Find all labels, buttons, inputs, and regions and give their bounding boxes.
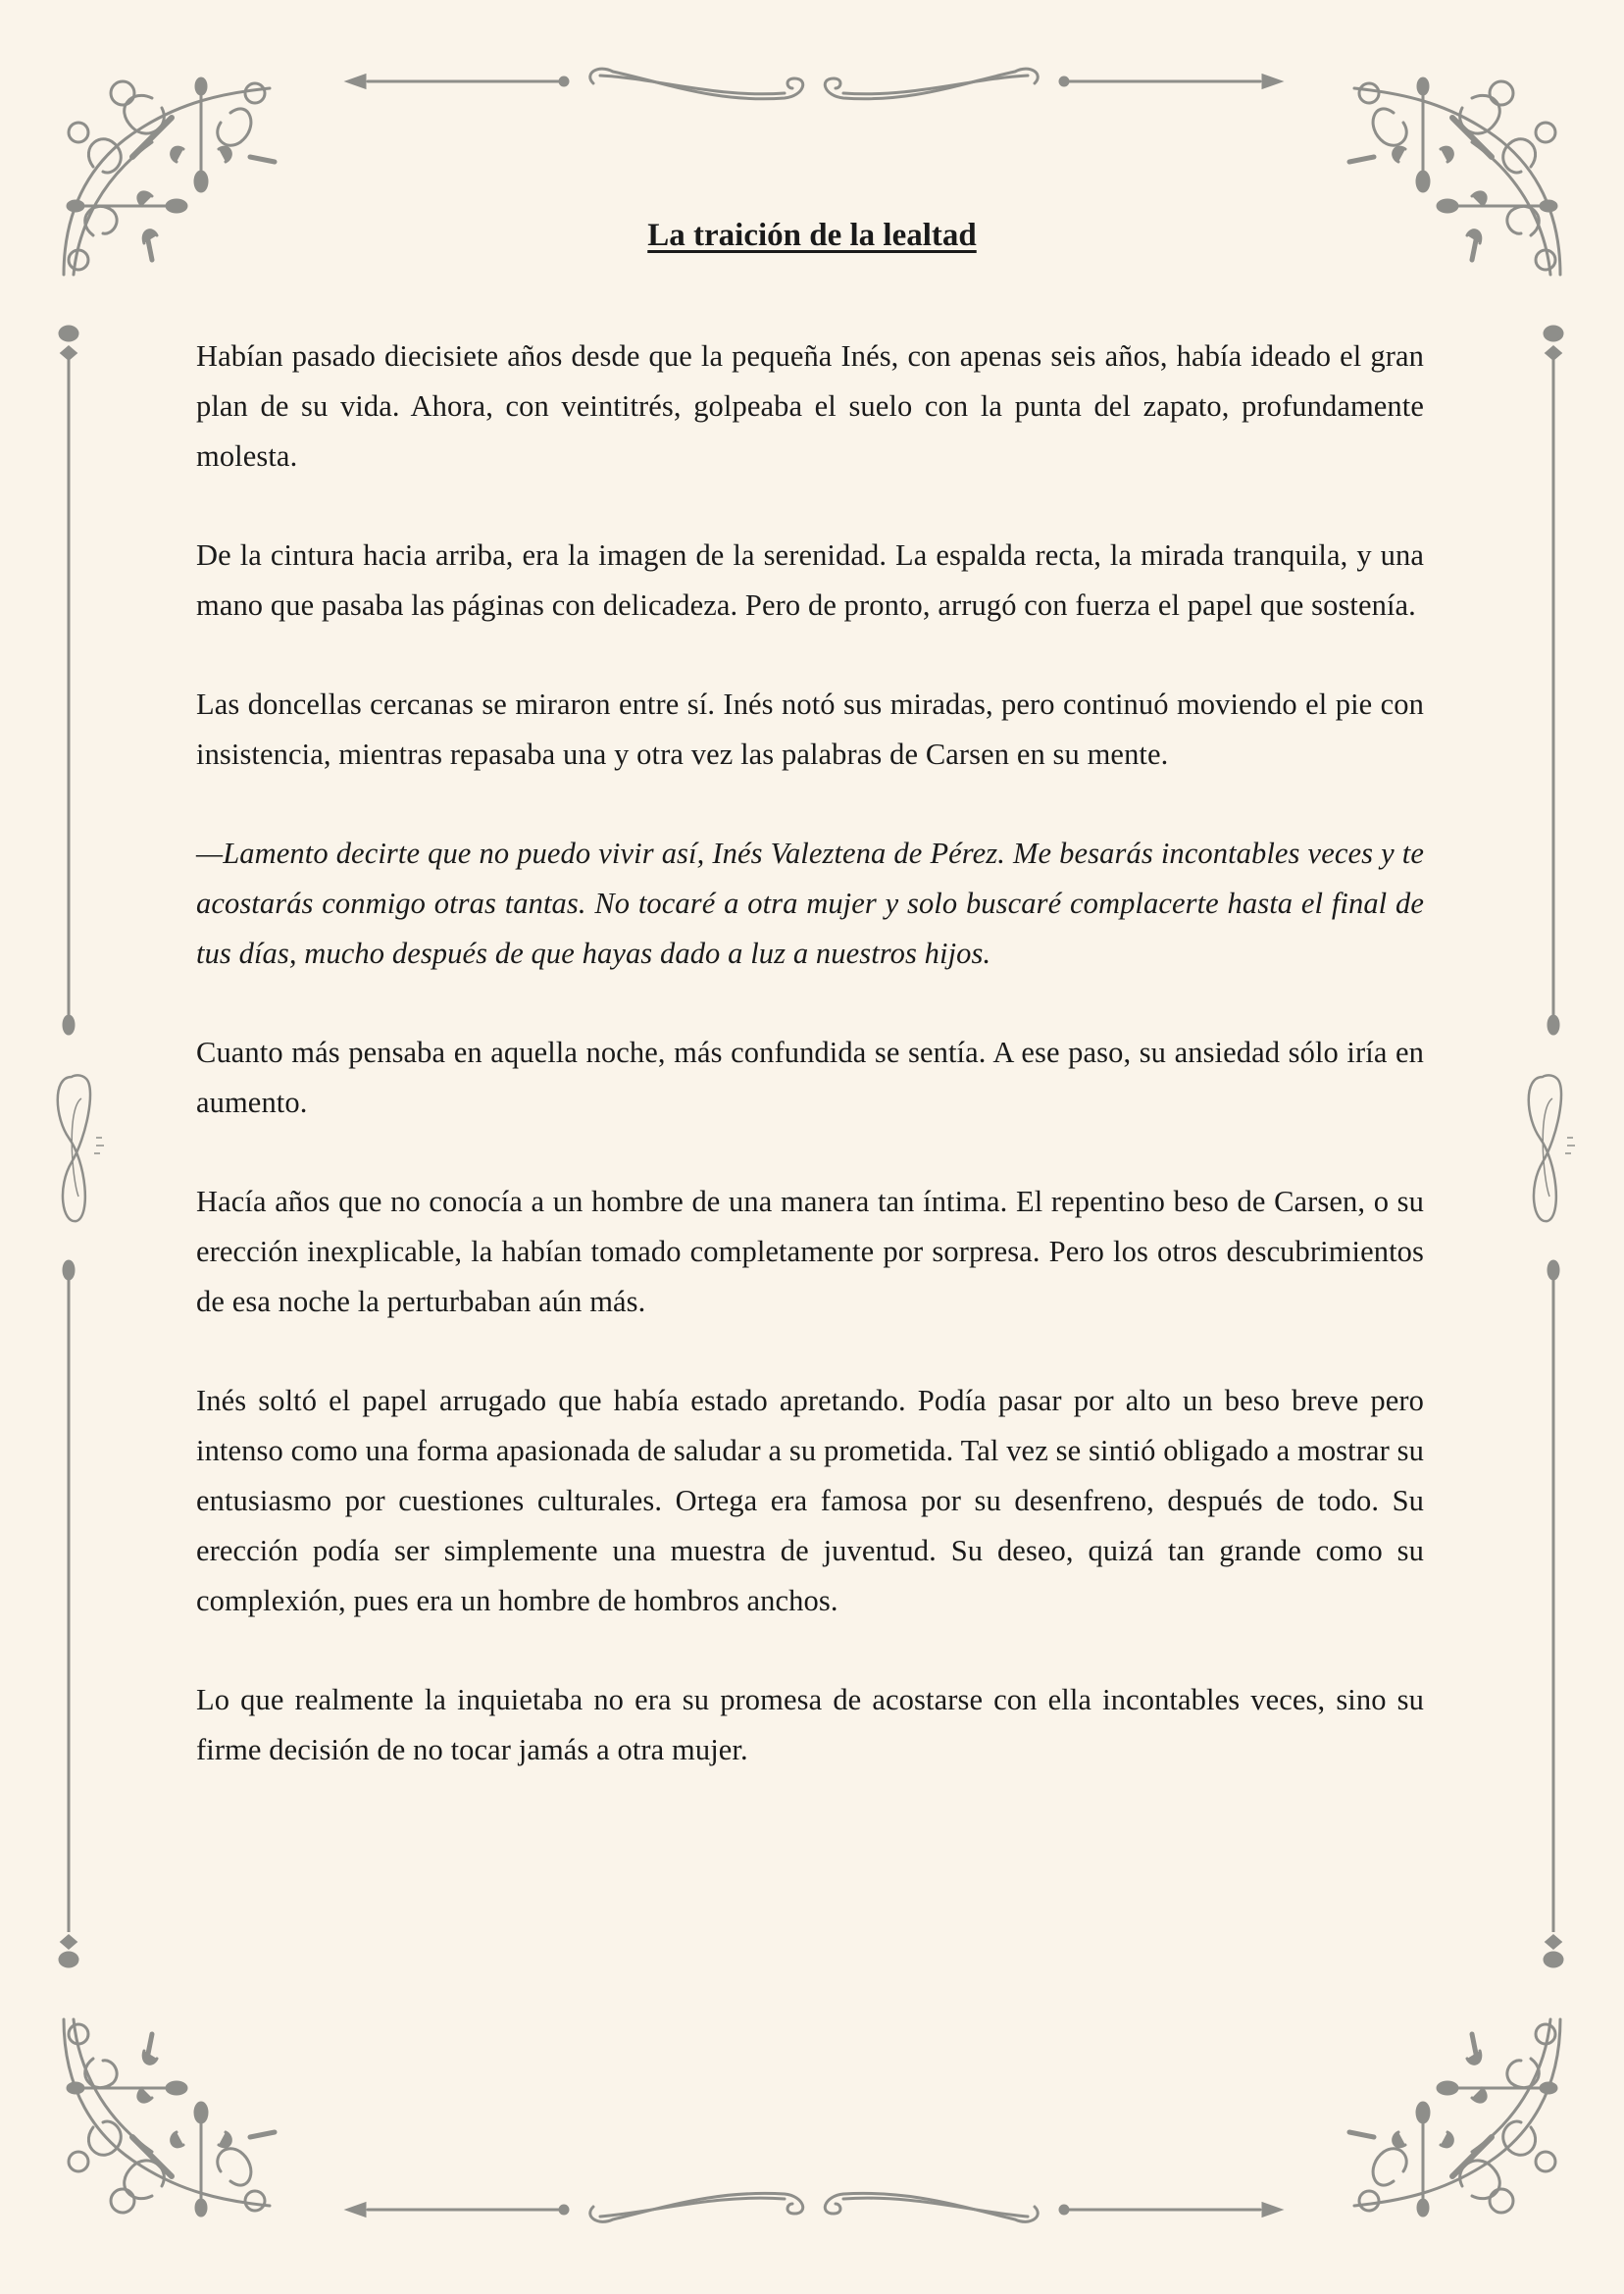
corner-flourish-icon <box>54 59 289 294</box>
paragraph: Habían pasado diecisiete años desde que la pequeña Inés, con apenas seis años, había ideado el gran plan de su vida. Ahora, con veintitrés, golpeaba el suelo con la punta del zapato, profundamente molesta. <box>196 339 1424 473</box>
side-rod-icon <box>57 1255 80 1971</box>
paragraph: Inés soltó el papel arrugado que había estado apretando. Podía pasar por alto un beso breve pero intenso como una forma apasionada de saludar a su prometida. Tal vez se sintió obligado a mostrar su entusiasmo por cuestiones culturales. Ortega era famosa por su desenfreno, después de todo. Su erección podía ser simplemente una muestra de juventud. Su deseo, quizá tan grande como su complexión, pues era un hombre de hombros anchos. <box>196 1384 1424 1617</box>
paragraph: Cuanto más pensaba en aquella noche, más confundida se sentía. A ese paso, su ansiedad sólo iría en aumento. <box>196 1036 1424 1119</box>
side-rod-icon <box>1542 324 1565 1040</box>
bottom-divider-flourish-icon <box>343 2182 1285 2241</box>
top-divider-flourish-icon <box>343 54 1285 113</box>
dialogue-paragraph: —Lamento decirte que no puedo vivir así, Inés Valeztena de Pérez. Me besarás incontables veces y te acostarás conmigo otras tantas. No tocaré a otra mujer y solo buscaré complacerte hasta el final de tus días, mucho después de que hayas dado a luz a nuestros hijos. <box>196 837 1424 970</box>
side-rod-icon <box>57 324 80 1040</box>
infinity-loop-icon <box>47 1069 106 1236</box>
corner-flourish-icon <box>54 2000 289 2235</box>
paragraph: Las doncellas cercanas se miraron entre sí. Inés notó sus miradas, pero continuó moviendo el pie con insistencia, mientras repasaba una y otra vez las palabras de Carsen en su mente. <box>196 688 1424 771</box>
side-rod-icon <box>1542 1255 1565 1971</box>
page-title: La traición de la lealtad <box>647 218 977 253</box>
corner-flourish-icon <box>1335 2000 1570 2235</box>
infinity-loop-icon <box>1518 1069 1577 1236</box>
paragraph: Hacía años que no conocía a un hombre de una manera tan íntima. El repentino beso de Carsen, o su erección inexplicable, la habían tomado completamente por sorpresa. Pero los otros descubrimientos de esa noche la perturbaban aún más. <box>196 1185 1424 1318</box>
corner-flourish-icon <box>1335 59 1570 294</box>
paragraph: Lo que realmente la inquietaba no era su promesa de acostarse con ella incontables veces, sino su firme decisión de no tocar jamás a otra mujer. <box>196 1683 1424 1766</box>
document-body <box>196 331 1424 1824</box>
paragraph: De la cintura hacia arriba, era la imagen de la serenidad. La espalda recta, la mirada tranquila, y una mano que pasaba las páginas con delicadeza. Pero de pronto, arrugó con fuerza el papel que sostenía. <box>196 538 1424 622</box>
